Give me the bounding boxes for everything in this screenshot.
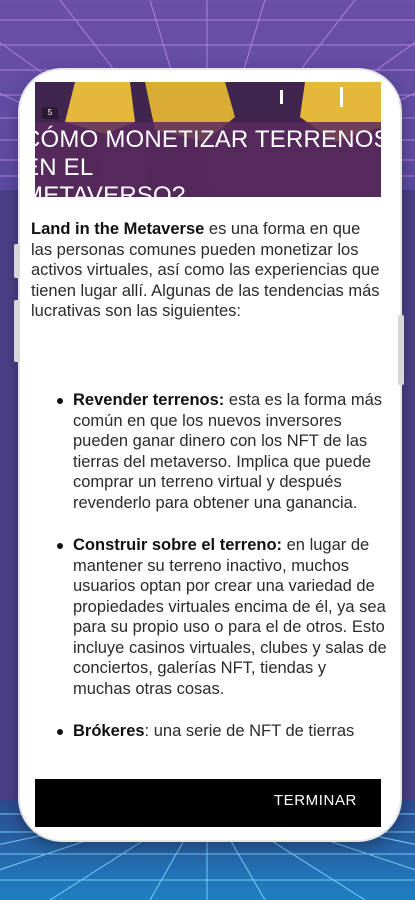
article-title: CÓMO MONETIZAR TERRENOS EN EL METAVERSO? — [23, 126, 390, 209]
list-item — [57, 721, 387, 742]
phone-side-button — [14, 244, 20, 278]
list-item-text: : una serie de NFT de tierras — [144, 722, 355, 740]
list-item-title: Construir sobre el terreno: — [73, 536, 283, 554]
trends-list — [57, 390, 387, 764]
finish-button[interactable]: TERMINAR — [273, 792, 357, 809]
list-item-title: Brókeres — [73, 722, 145, 740]
article-hero-image — [23, 82, 390, 209]
bottom-action-bar — [35, 779, 381, 827]
intro-strong: Land in the Metaverse — [31, 220, 205, 238]
list-item-text: en lugar de mantener su terreno inactivo, muchos usuarios optan por crear una variedad de propiedades virtuales encima de él, ya sea para su propio uso o para el de otros. Esto incluye casinos virtuales, clubes y salas de conciertos, galerías NFT, tiendas y muchas otras cosas. — [73, 536, 387, 698]
app-screen — [23, 82, 390, 827]
phone-side-button — [14, 300, 20, 362]
phone-side-button — [398, 315, 404, 385]
list-item — [57, 390, 387, 513]
article-intro — [31, 219, 383, 322]
list-item-text: esta es la forma más común en que los nuevos inversores pueden ganar dinero con los NFT de las tierras del metaverso. Implica que puede comprar un terreno virtual y después revenderlo para obtener una ganancia. — [73, 391, 383, 512]
list-item-title: Revender terrenos: — [73, 391, 225, 409]
hero-badge: 5 — [42, 107, 58, 119]
intro-text: es una forma en que las personas comunes pueden monetizar los activos virtuales, así como las experiencias que tienen lugar allí. Algunas de las tendencias más lucrativas son las siguientes: — [31, 220, 380, 320]
list-item — [57, 535, 387, 699]
